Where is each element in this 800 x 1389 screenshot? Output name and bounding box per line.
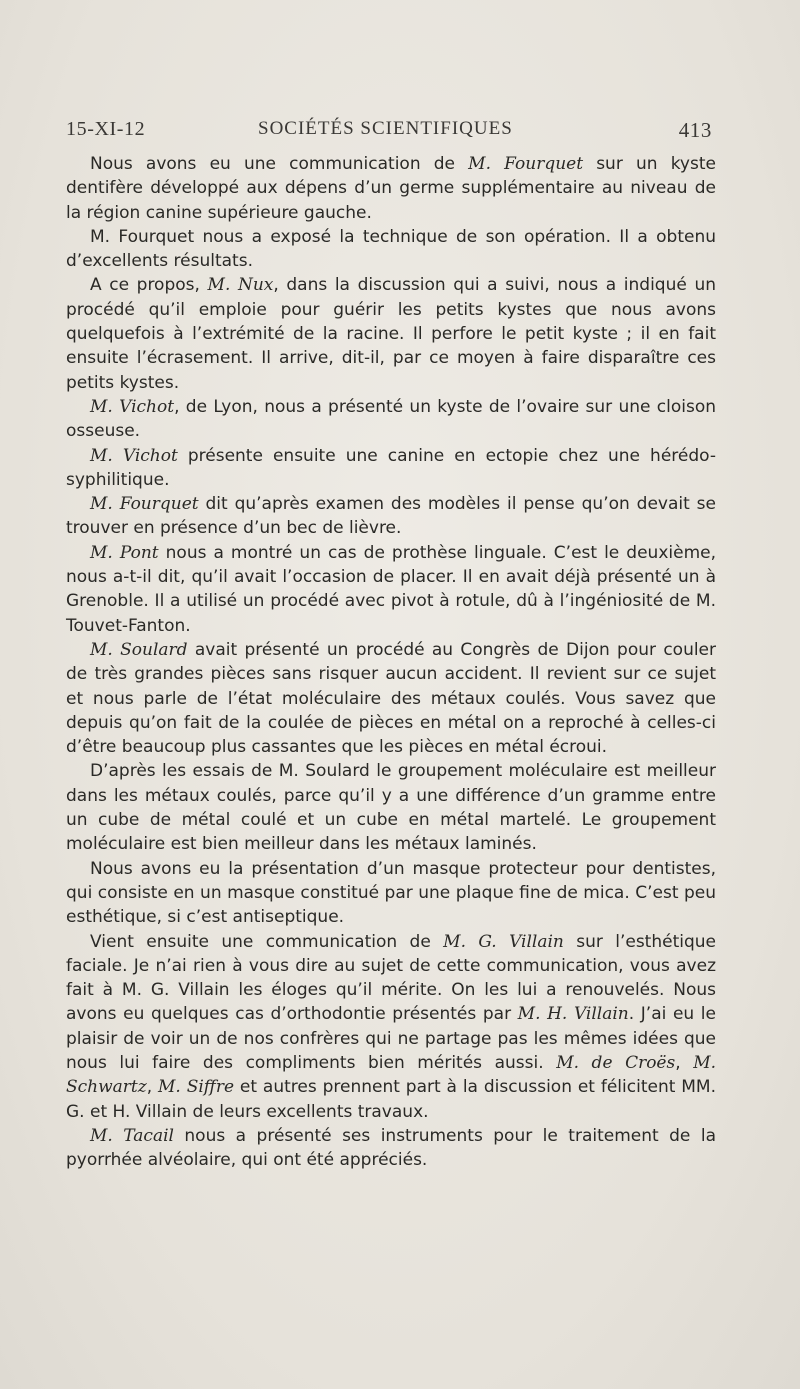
paragraph bbox=[66, 492, 716, 541]
text-run: M. Fourquet nous a exposé la technique de son opération. Il a obtenu d’excellents résultats. bbox=[66, 226, 716, 272]
paragraph bbox=[66, 541, 716, 638]
italic-name: M. H. Villain bbox=[517, 1004, 629, 1025]
italic-name: M. Pont bbox=[90, 542, 159, 563]
italic-name: M. Tacail bbox=[90, 1125, 174, 1146]
text-run: avait présenté un procédé au Congrès de Dijon pour couler de très grandes pièces sans risquer aucun accident. Il revient sur ce sujet et nous parle de l’état moléculaire des métaux coulés. Vous savez que depuis qu’on fait de la coulée de pièces en métal on a reproché à celles-ci d’être beaucoup plus cassantes que les pièces en métal écroui. bbox=[66, 639, 717, 758]
paragraph bbox=[66, 930, 716, 1124]
paragraph bbox=[66, 152, 716, 225]
text-run: sur l’esthétique faciale. Je n’ai rien à vous dire au sujet de cette communication, vous avez fait à M. G. Villain les éloges qu’il mérite. On les lui a renouvelés. Nous avons eu quelques cas d’orthodontie présentés par bbox=[66, 931, 716, 1025]
paragraph bbox=[66, 857, 716, 930]
text-run: nous a présenté ses instruments pour le traitement de la pyorrhée alvéolaire, qui ont été appréciés. bbox=[66, 1125, 716, 1171]
text-run: nous a montré un cas de prothèse linguale. C’est le deuxième, nous a-t-il dit, qu’il avait l’occasion de placer. Il en avait déjà présenté un à Grenoble. Il a utilisé un procédé avec pivot à rotule, dû à l’ingéniosité de M. Touvet-Fanton. bbox=[66, 542, 716, 636]
body-text bbox=[66, 152, 716, 1172]
paragraph bbox=[66, 638, 716, 759]
text-run: , bbox=[146, 1077, 159, 1098]
text-run: Vient ensuite une communication de bbox=[90, 931, 444, 952]
paragraph bbox=[66, 759, 716, 856]
text-run: présente ensuite une canine en ectopie chez une hérédo-syphilitique. bbox=[66, 445, 716, 490]
text-run: Nous avons eu la présentation d’un masque protecteur pour dentistes, qui consiste en un masque constitué par une plaque fine de mica. C’est peu esthétique, si c’est antiseptique. bbox=[66, 858, 716, 928]
italic-name: M. Fourquet bbox=[90, 494, 199, 515]
running-header bbox=[66, 118, 712, 146]
italic-name: M. Siffre bbox=[158, 1077, 235, 1098]
italic-name: M. G. Villain bbox=[443, 931, 564, 952]
italic-name: M. Fourquet bbox=[468, 154, 584, 174]
italic-name: M. Soulard bbox=[90, 639, 188, 660]
italic-name: M. Nux bbox=[207, 275, 274, 296]
text-run: Nous avons eu une communication de bbox=[90, 154, 469, 174]
text-run: A ce propos, bbox=[90, 275, 208, 296]
text-run: , dans la discussion qui a suivi, nous a indiqué un procédé qu’il emploie pour guérir les petits kystes que nous avons quelquefois à l’extrémité de la racine. Il perfore le petit kyste ; il en fait ensuite l’écrasement. Il arrive, dit-il, par ce moyen à faire disparaître ces petits kystes. bbox=[66, 275, 716, 393]
header-title: SOCIÉTÉS SCIENTIFIQUES bbox=[258, 118, 513, 139]
text-run: . J’ai eu le plaisir de voir un de nos confrères qui ne partage pas les mêmes idées que nous lui faire des compliments bien mérités aussi. bbox=[66, 1004, 716, 1073]
paragraph bbox=[66, 225, 716, 274]
text-run: , de Lyon, nous a présenté un kyste de l’ovaire sur une cloison osseuse. bbox=[66, 396, 717, 442]
page-number: 413 bbox=[678, 118, 712, 142]
italic-name: M. Vichot bbox=[90, 396, 175, 417]
paragraph bbox=[66, 1124, 716, 1173]
text-run: et autres prennent part à la discussion et félicitent MM. G. et H. Villain de leurs excellents travaux. bbox=[66, 1077, 717, 1122]
text-run: D’après les essais de M. Soulard le groupement moléculaire est meilleur dans les métaux coulés, parce qu’il y a une différence d’un gramme entre un cube de métal coulé et un cube en métal martelé. Le groupement moléculaire est bien meilleur dans les métaux laminés. bbox=[66, 761, 716, 855]
italic-name: M. Vichot bbox=[90, 445, 178, 466]
paragraph bbox=[66, 273, 716, 394]
paragraph bbox=[66, 395, 716, 444]
text-run: dit qu’après examen des modèles il pense qu’on devait se trouver en présence d’un bec de lièvre. bbox=[66, 494, 716, 539]
text-run: , bbox=[675, 1052, 694, 1073]
italic-name: M. Schwartz bbox=[66, 1052, 716, 1098]
italic-name: M. de Croës bbox=[556, 1052, 676, 1073]
paragraph bbox=[66, 444, 716, 493]
header-date: 15-XI-12 bbox=[66, 118, 146, 140]
text-run: sur un kyste dentifère développé aux dépens d’un germe supplémentaire au niveau de la région canine supérieure gauche. bbox=[66, 154, 716, 223]
